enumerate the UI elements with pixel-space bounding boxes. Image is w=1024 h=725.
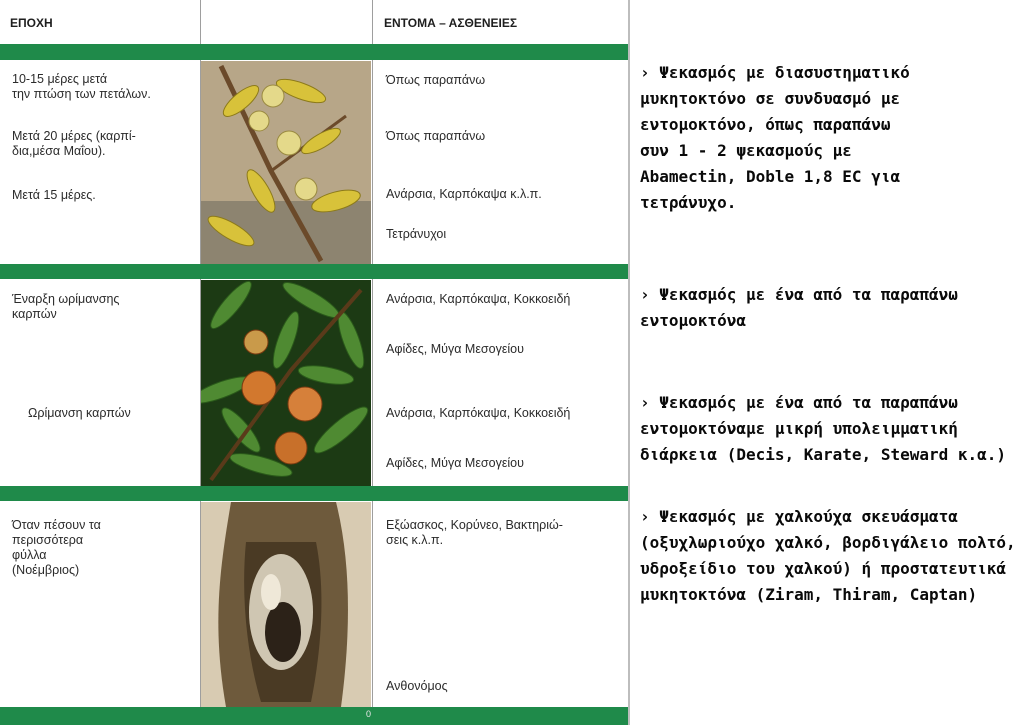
section-band xyxy=(0,707,628,725)
section-band xyxy=(0,264,628,279)
season-cell: Ωρίμανση καρπών xyxy=(28,406,131,420)
section-band xyxy=(0,44,628,60)
season-cell: Μετά 20 μέρες (καρπί- δια,μέσα Μαΐου). xyxy=(12,129,136,158)
pest-cell: Ανάρσια, Καρπόκαψα, Κοκκοειδή xyxy=(386,406,571,420)
spray-note: › Ψεκασμός με ένα από τα παραπάνω εντομοκτόναμε μικρή υπολειμματική διάρκεια (Decis, Karate, Steward κ.α.) xyxy=(640,393,1007,464)
page-number: 0 xyxy=(366,709,372,719)
pest-cell: Αφίδες, Μύγα Μεσογείου xyxy=(386,342,524,356)
peach-branch-photo xyxy=(201,280,371,486)
header-season: ΕΠΟΧΗ xyxy=(10,16,53,30)
tree-trunk-photo xyxy=(201,502,371,707)
header-pests: ΕΝΤΟΜΑ – ΑΣΘΕΝΕΙΕΣ xyxy=(384,16,518,30)
pest-cell: Αφίδες, Μύγα Μεσογείου xyxy=(386,456,524,470)
spray-note: › Ψεκασμός με ένα από τα παραπάνω εντομοκτόνα xyxy=(640,285,958,330)
almond-branch-photo xyxy=(201,61,371,264)
spray-note: › Ψεκασμός με χαλκούχα σκευάσματα (οξυχλωριούχο χαλκό, βορδιγάλειο πολτό, υδροξείδιο του χαλκού) ή προστατευτικά μυκητοκτόνα (Ziram, Thiram, Captan) xyxy=(640,507,1016,604)
pest-cell: Όπως παραπάνω xyxy=(386,129,486,143)
pest-cell: Ανάρσια, Καρπόκαψα κ.λ.π. xyxy=(386,187,542,201)
pest-cell: Ανθονόμος xyxy=(386,679,448,693)
pest-cell: Τετράνυχοι xyxy=(386,227,447,241)
season-cell: Έναρξη ωρίμανσης καρπών xyxy=(12,292,120,321)
spray-note: › Ψεκασμός με διασυστηματικό μυκητοκτόνο σε συνδυασμό με εντομοκτόνο, όπως παραπάνω συν 1 - 2 ψεκασμούς με Abamectin, Doble 1,8 EC για τετράνυχο. xyxy=(640,63,910,212)
season-cell: Όταν πέσουν τα περισσότερα φύλλα (Νοέμβριος) xyxy=(12,518,101,577)
season-cell: 10-15 μέρες μετά την πτώση των πετάλων. xyxy=(12,72,151,101)
season-cell: Μετά 15 μέρες. xyxy=(12,188,96,202)
pest-cell: Εξώασκος, Κορύνεο, Βακτηριώ- σεις κ.λ.π. xyxy=(386,518,563,547)
pest-cell: Ανάρσια, Καρπόκαψα, Κοκκοειδή xyxy=(386,292,571,306)
pest-cell: Όπως παραπάνω xyxy=(386,73,486,87)
column-divider xyxy=(372,0,373,725)
section-band xyxy=(0,486,628,501)
